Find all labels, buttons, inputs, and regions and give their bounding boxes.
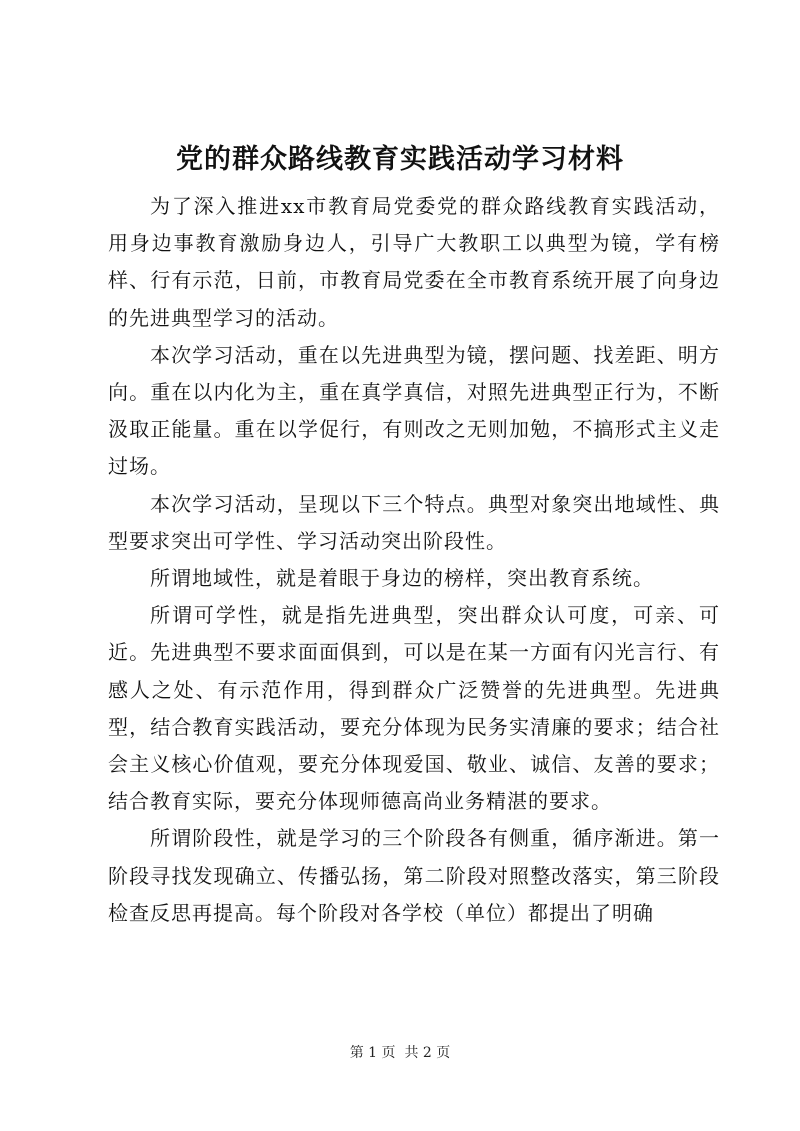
page-footer [0, 1043, 800, 1063]
paragraph-1: 为了深入推进xx市教育局党委党的群众路线教育实践活动，用身边事教育激励身边人，引导广大教职工以典型为镜，学有榜样、行有示范，日前，市教育局党委在全市教育系统开展了向身边的先进典型学习的活动。 [108, 194, 720, 330]
document-body [108, 188, 720, 932]
page-number-label: 第 1 页 共 2 页 [349, 1045, 451, 1061]
paragraph-5: 所谓可学性，就是指先进典型，突出群众认可度，可亲、可近。先进典型不要求面面俱到，可以是在某一方面有闪光言行、有感人之处、有示范作用，得到群众广泛赞誉的先进典型。先进典型，结合教育实践活动，要充分体现为民务实清廉的要求；结合社会主义核心价值观，要充分体现爱国、敬业、诚信、友善的要求；结合教育实际，要充分体现师德高尚业务精湛的要求。 [108, 603, 720, 814]
paragraph-2: 本次学习活动，重在以先进典型为镜，摆问题、找差距、明方向。重在以内化为主，重在真学真信，对照先进典型正行为，不断汲取正能量。重在以学促行，有则改之无则加勉，不搞形式主义走过场。 [108, 342, 720, 479]
document-title: 党的群众路线教育实践活动学习材料 [176, 144, 624, 175]
paragraph-4: 所谓地域性，就是着眼于身边的榜样，突出教育系统。 [150, 566, 654, 591]
paragraph-3: 本次学习活动，呈现以下三个特点。典型对象突出地域性、典型要求突出可学性、学习活动突出阶段性。 [108, 491, 720, 553]
paragraph-6: 所谓阶段性，就是学习的三个阶段各有侧重，循序渐进。第一阶段寻找发现确立、传播弘扬，第二阶段对照整改落实，第三阶段检查反思再提高。每个阶段对各学校（单位）都提出了明确 [108, 826, 720, 925]
